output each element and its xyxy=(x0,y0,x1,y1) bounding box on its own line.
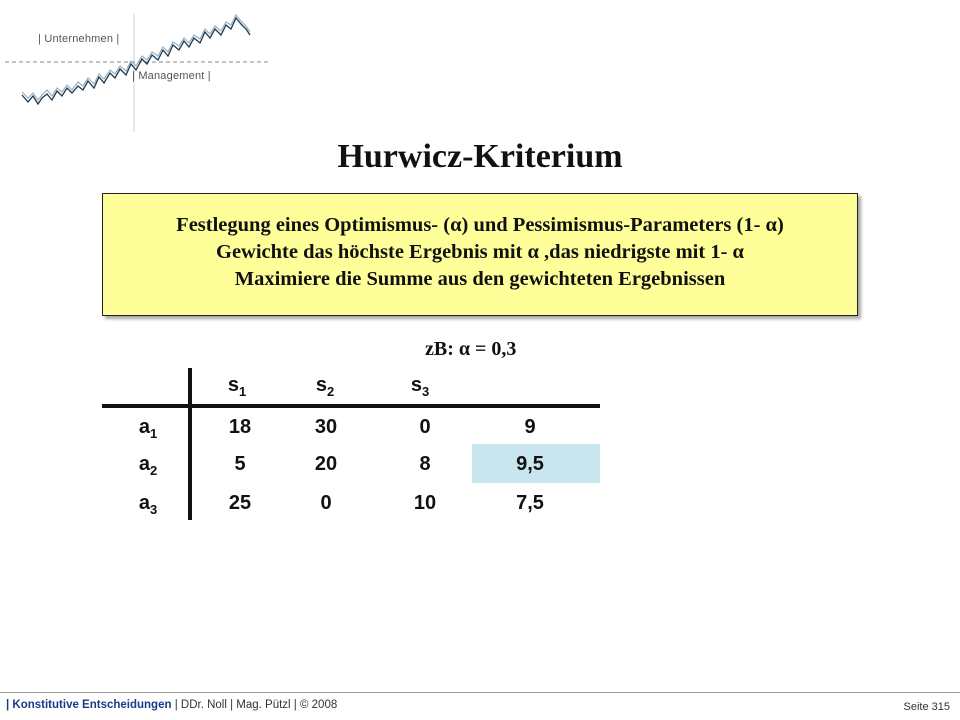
table-cell: 20 xyxy=(314,453,338,475)
result-cell-highlighted: 9,5 xyxy=(516,453,544,475)
table-cell: 25 xyxy=(228,492,252,514)
table-cell: 5 xyxy=(234,453,246,475)
result-cell: 9 xyxy=(524,416,536,438)
table-cell: 18 xyxy=(228,416,252,438)
definition-line-1: Festlegung eines Optimismus- (α) und Pessimismus-Parameters (1- α) xyxy=(176,214,784,236)
stock-chart-logo-graphic xyxy=(0,0,280,135)
table-horizontal-rule xyxy=(102,404,600,408)
definition-line-2: Gewichte das höchste Ergebnis mit α ,das niedrigste mit 1- α xyxy=(216,241,744,263)
column-header-s3: $s_3$ xyxy=(410,374,430,399)
footer-section-title: | Konstitutive Entscheidungen xyxy=(6,699,172,711)
footer xyxy=(6,699,337,711)
table-cell: 0 xyxy=(419,416,431,438)
table-cell: 10 xyxy=(413,492,437,514)
table-cell: 0 xyxy=(320,492,332,514)
column-header-s2: $s_2$ xyxy=(315,374,335,399)
table-vertical-rule xyxy=(188,368,192,520)
row-label-a3: $a_3$ xyxy=(138,492,158,517)
logo-text-unternehmen: | Unternehmen | xyxy=(38,33,120,45)
column-header-s1: $s_1$ xyxy=(227,374,247,399)
definition-box xyxy=(102,193,858,316)
row-label-a1: $a_1$ xyxy=(138,416,158,441)
footer-divider xyxy=(0,692,960,693)
example-label: zB: α = 0,3 xyxy=(425,338,517,360)
logo-text-management: | Management | xyxy=(132,70,211,82)
footer-authors: | DDr. Noll | Mag. Pützl | © 2008 xyxy=(171,699,338,711)
company-logo xyxy=(0,0,280,135)
result-cell: 7,5 xyxy=(516,492,544,514)
definition-line-3: Maximiere die Summe aus den gewichteten Ergebnissen xyxy=(234,268,726,290)
page-number: Seite 315 xyxy=(903,701,950,713)
page-title: Hurwicz-Kriterium xyxy=(337,138,623,175)
row-label-a2: $a_2$ xyxy=(138,453,158,478)
table-cell: 30 xyxy=(314,416,338,438)
table-cell: 8 xyxy=(419,453,431,475)
